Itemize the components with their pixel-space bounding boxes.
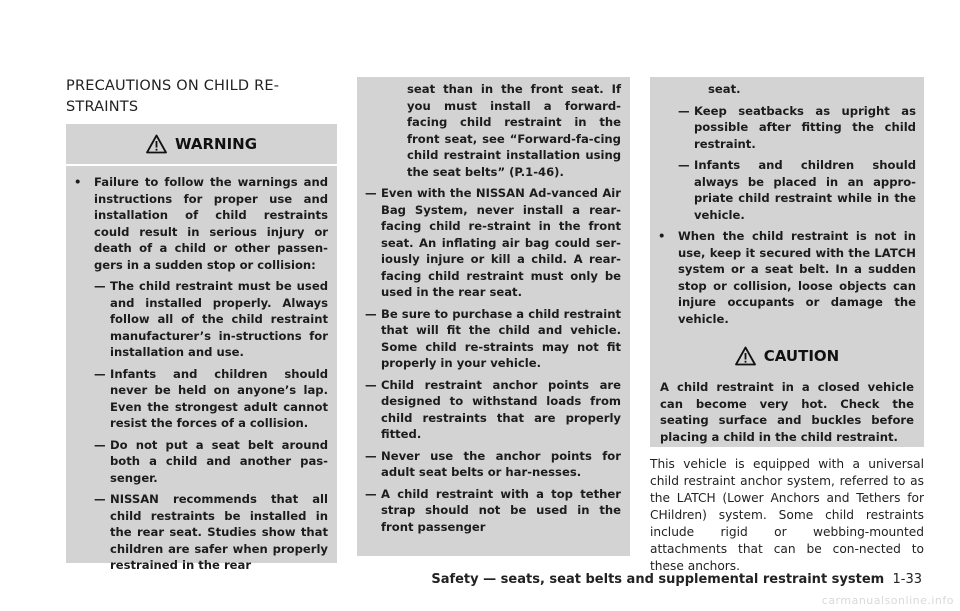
- dash-glyph: —: [94, 366, 106, 381]
- bullet-text: Failure to follow the warnings and instructions for proper use and installation of child restraints could result in serious injury or death of a child or other passen-gers in a sudden stop or collision:: [94, 175, 328, 272]
- warning-bullet-1: [74, 174, 328, 273]
- dash-text: Be sure to purchase a child restraint that will fit the child and vehicle. Some child re-straints may not fit properly in your vehicle.: [381, 306, 621, 370]
- bullet-text: When the child restraint is not in use, keep it secured with the LATCH system or a seat belt. In a sudden stop or collision, loose objects can injure occupants or damage the vehicle.: [678, 229, 916, 326]
- continued-text: [708, 81, 916, 98]
- warning-bullet-2: [658, 228, 916, 327]
- page-number: 1-33: [892, 572, 922, 587]
- dash-text: Keep seatbacks as upright as possible after fitting the child restraint.: [694, 103, 916, 151]
- page-footer: [431, 572, 922, 587]
- dash-glyph: —: [365, 306, 377, 321]
- warning-dash-6: [365, 306, 621, 372]
- dash-glyph: —: [365, 448, 377, 463]
- warning-dash-2: [94, 366, 328, 432]
- dash-glyph: —: [678, 103, 690, 118]
- warning-dash-4: [94, 491, 328, 574]
- dash-text: A child restraint with a top tether strap should not be used in the front passenger: [381, 486, 621, 534]
- dash-glyph: —: [94, 279, 106, 293]
- section-title: PRECAUTIONS ON CHILD RE- STRAINTS: [66, 78, 280, 115]
- bullet-glyph: •: [74, 175, 82, 189]
- dash-text: The child restraint must be used and installed properly. Always follow all of the child restraint manufacturer’s in-structions for installation and use.: [110, 279, 328, 359]
- warning-dash-1: [94, 278, 328, 361]
- warning-dash-9: [365, 486, 621, 536]
- watermark: carmanualsonline.info: [821, 594, 954, 607]
- dash-text: Infants and children should always be placed in an appro-priate child restraint while in the vehicle.: [694, 158, 916, 222]
- warning-body-continued-2: [650, 77, 924, 339]
- warning-dash-10: [678, 103, 916, 153]
- continued-text-body: seat.: [708, 82, 741, 96]
- caution-body: [650, 374, 924, 447]
- dash-text: Child restraint anchor points are designed to withstand loads from child restraints that are properly fitted.: [381, 377, 621, 441]
- dash-glyph: —: [365, 186, 377, 200]
- dash-text: NISSAN recommends that all child restraints be installed in the rear seat. Studies show that children are safer when properly restrained in the rear: [110, 492, 328, 572]
- dash-glyph: —: [94, 437, 106, 452]
- dash-text: Infants and children should never be held on anyone’s lap. Even the strongest adult cannot resist the forces of a collision.: [110, 366, 328, 430]
- warning-dash-3: [94, 437, 328, 487]
- continued-text: [407, 81, 621, 180]
- warning-dash-11: [678, 157, 916, 223]
- caution-header: [650, 335, 924, 377]
- dash-text: Even with the NISSAN Ad-vanced Air Bag System, never install a rear-facing child re-straint in the front seat. An inflating air bag could ser-iously injure or kill a child. A rear-facing child restraint must only be used in the rear seat.: [381, 186, 621, 299]
- warning-body: [66, 166, 337, 572]
- warning-dash-8: [365, 448, 621, 481]
- warning-header: [66, 124, 337, 164]
- warning-triangle-icon: [146, 134, 167, 154]
- dash-glyph: —: [365, 486, 377, 501]
- dash-text: Do not put a seat belt around both a child and another pas-senger.: [110, 437, 328, 485]
- caution-text: A child restraint in a closed vehicle can become very hot. Check the seating surface and buckles before placing a child in the child restraint.: [660, 380, 914, 444]
- caution-label: CAUTION: [763, 347, 840, 365]
- dash-glyph: —: [678, 158, 690, 172]
- warning-label: WARNING: [174, 135, 258, 153]
- warning-dash-5: [365, 185, 621, 301]
- dash-glyph: —: [94, 492, 106, 506]
- warning-dash-7: [365, 377, 621, 443]
- dash-text: Never use the anchor points for adult seat belts or har-nesses.: [381, 448, 621, 479]
- footer-section-title: Safety — seats, seat belts and supplemental restraint system: [431, 572, 885, 587]
- dash-glyph: —: [365, 377, 377, 392]
- warning-body-continued: [357, 77, 630, 556]
- body-paragraph: This vehicle is equipped with a universal child restraint anchor system, referred to as the LATCH (Lower Anchors and Tethers for CHildren) system. Some child restraints include rigid or webbing-mounted attachments that can be con-nected to these anchors.: [650, 457, 924, 573]
- caution-triangle-icon: [735, 346, 756, 366]
- bullet-glyph: •: [658, 229, 666, 243]
- continued-text-body: seat than in the front seat. If you must install a forward-facing child restraint in the front seat, see “Forward-fa-cing child restraint installation using the seat belts” (P.1-46).: [407, 82, 621, 179]
